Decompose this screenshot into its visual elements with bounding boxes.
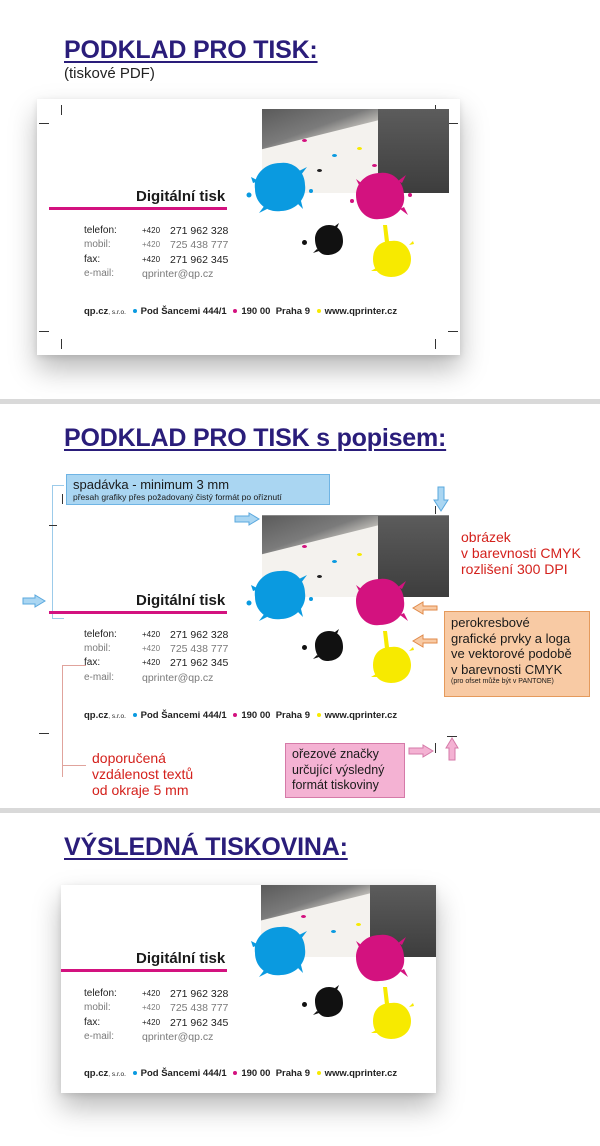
arrow-right-icon [408,744,434,758]
arrow-up-icon [445,737,459,761]
magenta-rule [49,207,227,210]
contact-row: mobil: +420 725 438 777 [84,1002,229,1014]
arrow-left-icon [412,600,438,616]
bleed-note: spadávka - minimum 3 mm přesah grafiky přes požadovaný čistý formát po oříznutí [66,474,330,505]
cyan-splash-icon [245,563,315,627]
margin-guide [62,665,86,666]
crop-mark [448,331,458,332]
business-card-pdf [37,99,460,355]
yellow-splash-icon [365,985,417,1041]
black-dot [302,240,307,245]
yellow-splash-icon [365,223,417,279]
arrow-right-icon [22,594,46,608]
contact-row: e-mail: qprinter@qp.cz [84,1031,214,1043]
section-title-result: VÝSLEDNÁ TISKOVINA: [64,833,348,861]
section-subtitle-pdf: (tiskové PDF) [64,65,155,82]
arrow-right-icon [234,512,260,526]
business-card-final [61,885,436,1093]
card-heading: Digitální tisk [136,950,226,967]
contact-row: telefon: +420 271 962 328 [84,629,229,641]
crop-mark [435,339,436,349]
crop-mark [39,733,49,734]
magenta-rule [49,611,227,614]
cyan-splash-icon [245,155,315,219]
crop-mark [39,331,49,332]
bleed-guide [52,618,64,619]
black-dot [302,1002,307,1007]
card-heading: Digitální tisk [136,592,226,609]
contact-row: fax: +420 271 962 345 [84,254,229,266]
section-divider [0,399,600,404]
crop-note: ořezové značky určující výsledný formát tiskoviny [285,743,405,798]
bleed-guide [52,485,53,618]
crop-mark [49,525,57,526]
contact-row: e-mail: qprinter@qp.cz [84,672,214,684]
arrow-left-icon [412,633,438,649]
contact-row: fax: +420 271 962 345 [84,657,229,669]
contact-row: telefon: +420 271 962 328 [84,225,229,237]
contact-row: mobil: +420 725 438 777 [84,239,229,251]
vector-note: perokresbové grafické prvky a loga ve vektorové podobě v barevnosti CMYK (pro ofset může být v PANTONE) [444,611,590,697]
magenta-rule [61,969,227,972]
magenta-splash-icon [348,927,414,989]
card-heading: Digitální tisk [136,188,226,205]
cyan-splash-icon [245,919,315,983]
contact-row: mobil: +420 725 438 777 [84,643,229,655]
black-splash-icon [307,219,347,259]
contact-row: telefon: +420 271 962 328 [84,988,229,1000]
card-footer: qp.cz, s.r.o. Pod Šancemi 444/1 190 00 Praha 9 www.qprinter.cz [84,1068,398,1079]
crop-mark [448,123,458,124]
black-splash-icon [307,981,347,1021]
arrow-down-icon [433,486,449,512]
crop-mark [61,105,62,115]
black-splash-icon [307,625,347,665]
contact-row: e-mail: qprinter@qp.cz [84,268,214,280]
yellow-splash-icon [365,629,417,685]
magenta-splash-icon [348,165,414,227]
crop-mark [39,123,49,124]
black-dot [302,645,307,650]
margin-guide [62,765,86,766]
bleed-guide [52,485,64,486]
card-footer: qp.cz, s.r.o. Pod Šancemi 444/1 190 00 Praha 9 www.qprinter.cz [84,710,398,721]
crop-mark [62,494,63,504]
contact-row: fax: +420 271 962 345 [84,1017,229,1029]
section-divider [0,808,600,813]
section-title-pdf: PODKLAD PRO TISK: [64,36,318,64]
magenta-splash-icon [348,571,414,633]
section-title-annotated: PODKLAD PRO TISK s popisem: [64,424,447,452]
crop-mark [435,743,436,753]
card-footer: qp.cz, s.r.o. Pod Šancemi 444/1 190 00 Praha 9 www.qprinter.cz [84,306,398,317]
image-note: obrázek v barevnosti CMYK rozlišení 300 DPI [461,529,581,577]
trim-line [262,515,449,516]
margin-note: doporučená vzdálenost textů od okraje 5 mm [92,750,194,798]
margin-guide [62,665,63,777]
crop-mark [61,339,62,349]
